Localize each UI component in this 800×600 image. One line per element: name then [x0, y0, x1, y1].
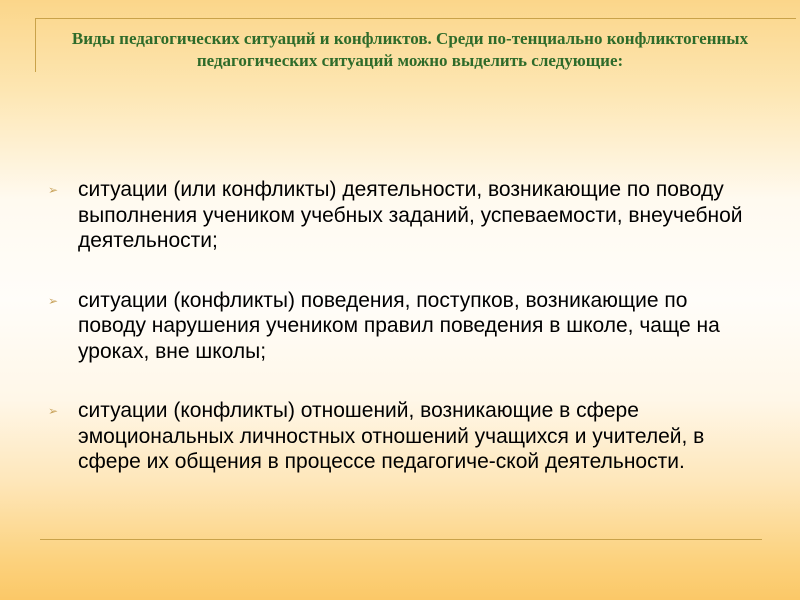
bullet-item	[48, 177, 748, 254]
bullet-item	[48, 288, 748, 365]
top-divider	[35, 18, 796, 19]
arrow-bullet-icon: ➢	[48, 293, 59, 308]
bullet-text: ситуации (конфликты) поведения, поступков, возникающие по поводу нарушения учеником правил поведения в школе, чаще на уроках, вне школы;	[78, 288, 720, 363]
arrow-bullet-icon: ➢	[48, 404, 59, 418]
slide-title: Виды педагогических ситуаций и конфликтов. Среди по-тенциально конфликтогенных педагогических ситуаций можно выделить следующие:	[71, 29, 749, 70]
bullet-item	[48, 398, 748, 475]
bottom-divider	[40, 539, 762, 540]
bullet-text: ситуации (конфликты) отношений, возникающие в сфере эмоциональных личностных отношений учащихся и учителей, в сфере их общения в процессе педагогиче-ской деятельности.	[78, 399, 705, 473]
arrow-bullet-icon: ➢	[48, 183, 59, 197]
left-divider	[35, 18, 36, 72]
bullet-text: ситуации (или конфликты) деятельности, возникающие по поводу выполнения учеником учебных заданий, успеваемости, внеучебной деятельности;	[78, 178, 743, 252]
bullet-list	[48, 177, 748, 509]
